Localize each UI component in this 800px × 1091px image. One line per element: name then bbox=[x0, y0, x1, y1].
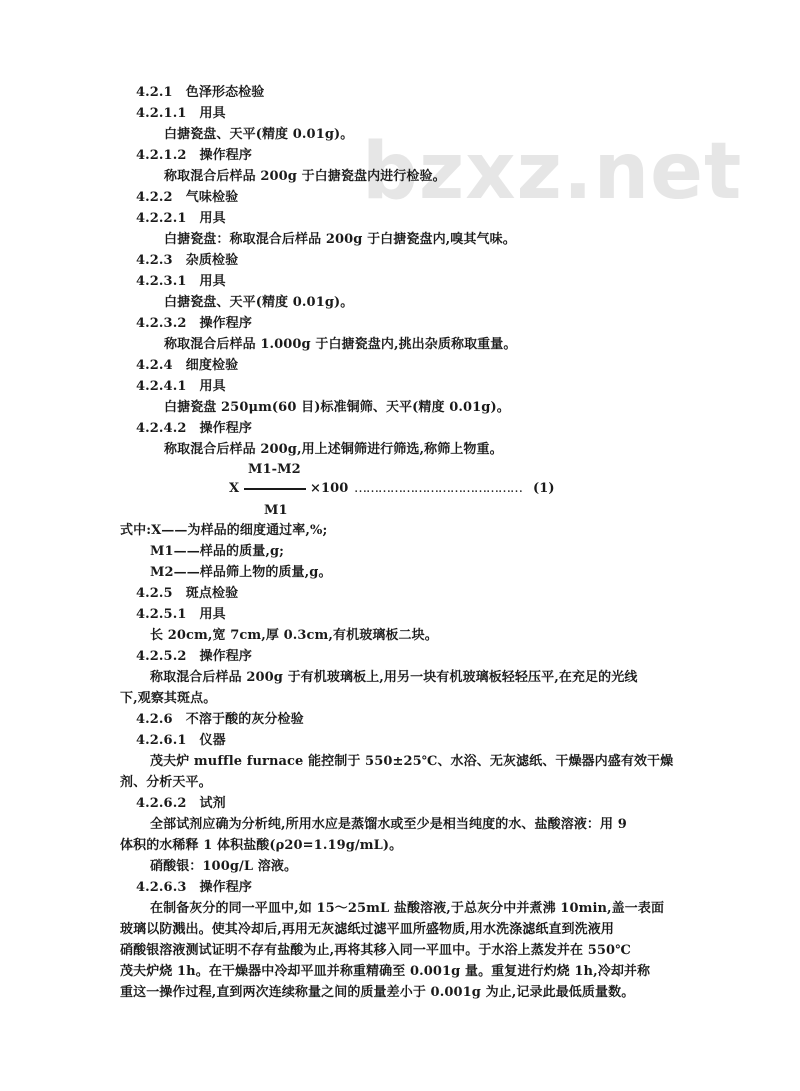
heading-4-2-6-2: 4.2.6.2 试剂 bbox=[136, 796, 226, 811]
formula-equation-number: (1) bbox=[533, 481, 555, 496]
paragraph-continued: 体积的水稀释 1 体积盐酸(ρ20=1.19g/mL)。 bbox=[120, 838, 403, 853]
paragraph: 称取混合后样品 200g 于白搪瓷盘内进行检验。 bbox=[164, 169, 446, 184]
heading-4-2-1-1: 4.2.1.1 用具 bbox=[136, 106, 226, 121]
heading-4-2-4-2: 4.2.4.2 操作程序 bbox=[136, 421, 252, 436]
formula-def-m2: M2——样品筛上物的质量,g。 bbox=[150, 565, 332, 580]
formula-where: 式中:X——为样品的细度通过率,%; bbox=[120, 523, 328, 538]
paragraph: 白搪瓷盘、天平(精度 0.01g)。 bbox=[164, 295, 354, 310]
paragraph: 茂夫炉 muffle furnace 能控制于 550±25℃、水浴、无灰滤纸、干燥器内盛有效干燥 bbox=[150, 754, 674, 769]
paragraph: 全部试剂应确为分析纯,所用水应是蒸馏水或至少是相当纯度的水、盐酸溶液：用 9 bbox=[150, 817, 627, 832]
heading-4-2-1: 4.2.1 色泽形态检验 bbox=[136, 85, 265, 100]
heading-4-2-1-2: 4.2.1.2 操作程序 bbox=[136, 148, 252, 163]
heading-4-2-4-1: 4.2.4.1 用具 bbox=[136, 379, 226, 394]
heading-4-2-3-2: 4.2.3.2 操作程序 bbox=[136, 316, 252, 331]
heading-4-2-6: 4.2.6 不溶于酸的灰分检验 bbox=[136, 712, 304, 727]
watermark: bzxz.net bbox=[362, 127, 743, 217]
paragraph: 白搪瓷盘 250μm(60 目)标准铜筛、天平(精度 0.01g)。 bbox=[164, 400, 510, 415]
fraction-bar bbox=[244, 488, 306, 490]
formula-times: ×100 bbox=[310, 481, 349, 496]
formula-denominator: M1 bbox=[264, 503, 288, 518]
formula-numerator: M1-M2 bbox=[248, 462, 301, 477]
heading-4-2-4: 4.2.4 细度检验 bbox=[136, 358, 239, 373]
heading-4-2-3: 4.2.3 杂质检验 bbox=[136, 253, 239, 268]
paragraph-continued: 下,观察其斑点。 bbox=[120, 691, 217, 706]
paragraph: 硝酸银：100g/L 溶液。 bbox=[150, 859, 298, 874]
heading-4-2-6-3: 4.2.6.3 操作程序 bbox=[136, 880, 252, 895]
paragraph: 称取混合后样品 200g 于有机玻璃板上,用另一块有机玻璃板轻轻压平,在充足的光线 bbox=[150, 670, 638, 685]
heading-4-2-5-2: 4.2.5.2 操作程序 bbox=[136, 649, 252, 664]
paragraph: 白搪瓷盘：称取混合后样品 200g 于白搪瓷盘内,嗅其气味。 bbox=[164, 232, 516, 247]
heading-4-2-2: 4.2.2 气味检验 bbox=[136, 190, 239, 205]
paragraph-continued: 硝酸银溶液测试证明不存有盐酸为止,再将其移入同一平皿中。于水浴上蒸发并在 550℃ bbox=[120, 943, 631, 958]
formula-def-m1: M1——样品的质量,g; bbox=[150, 544, 285, 559]
paragraph: 长 20cm,宽 7cm,厚 0.3cm,有机玻璃板二块。 bbox=[150, 628, 438, 643]
heading-4-2-3-1: 4.2.3.1 用具 bbox=[136, 274, 226, 289]
heading-4-2-5: 4.2.5 斑点检验 bbox=[136, 586, 239, 601]
heading-4-2-2-1: 4.2.2.1 用具 bbox=[136, 211, 226, 226]
formula-leader-dots: …………………………………… bbox=[354, 481, 522, 496]
heading-4-2-6-1: 4.2.6.1 仪器 bbox=[136, 733, 226, 748]
formula-lhs: X bbox=[229, 481, 240, 496]
paragraph: 白搪瓷盘、天平(精度 0.01g)。 bbox=[164, 127, 354, 142]
paragraph-continued: 玻璃以防溅出。使其冷却后,再用无灰滤纸过滤平皿所盛物质,用水洗涤滤纸直到洗液用 bbox=[120, 922, 614, 937]
paragraph-continued: 重这一操作过程,直到两次连续称量之间的质量差小于 0.001g 为止,记录此最低质量数。 bbox=[120, 985, 635, 1000]
paragraph: 称取混合后样品 1.000g 于白搪瓷盘内,挑出杂质称取重量。 bbox=[164, 337, 517, 352]
paragraph: 在制备灰分的同一平皿中,如 15～25mL 盐酸溶液,于总灰分中并煮沸 10min,盖一表面 bbox=[150, 901, 665, 916]
heading-4-2-5-1: 4.2.5.1 用具 bbox=[136, 607, 226, 622]
paragraph-continued: 茂夫炉烧 1h。在干燥器中冷却平皿并称重精确至 0.001g 量。重复进行灼烧 1h,冷却并称 bbox=[120, 964, 651, 979]
paragraph-continued: 剂、分析天平。 bbox=[120, 775, 212, 790]
paragraph: 称取混合后样品 200g,用上述铜筛进行筛选,称筛上物重。 bbox=[164, 442, 503, 457]
